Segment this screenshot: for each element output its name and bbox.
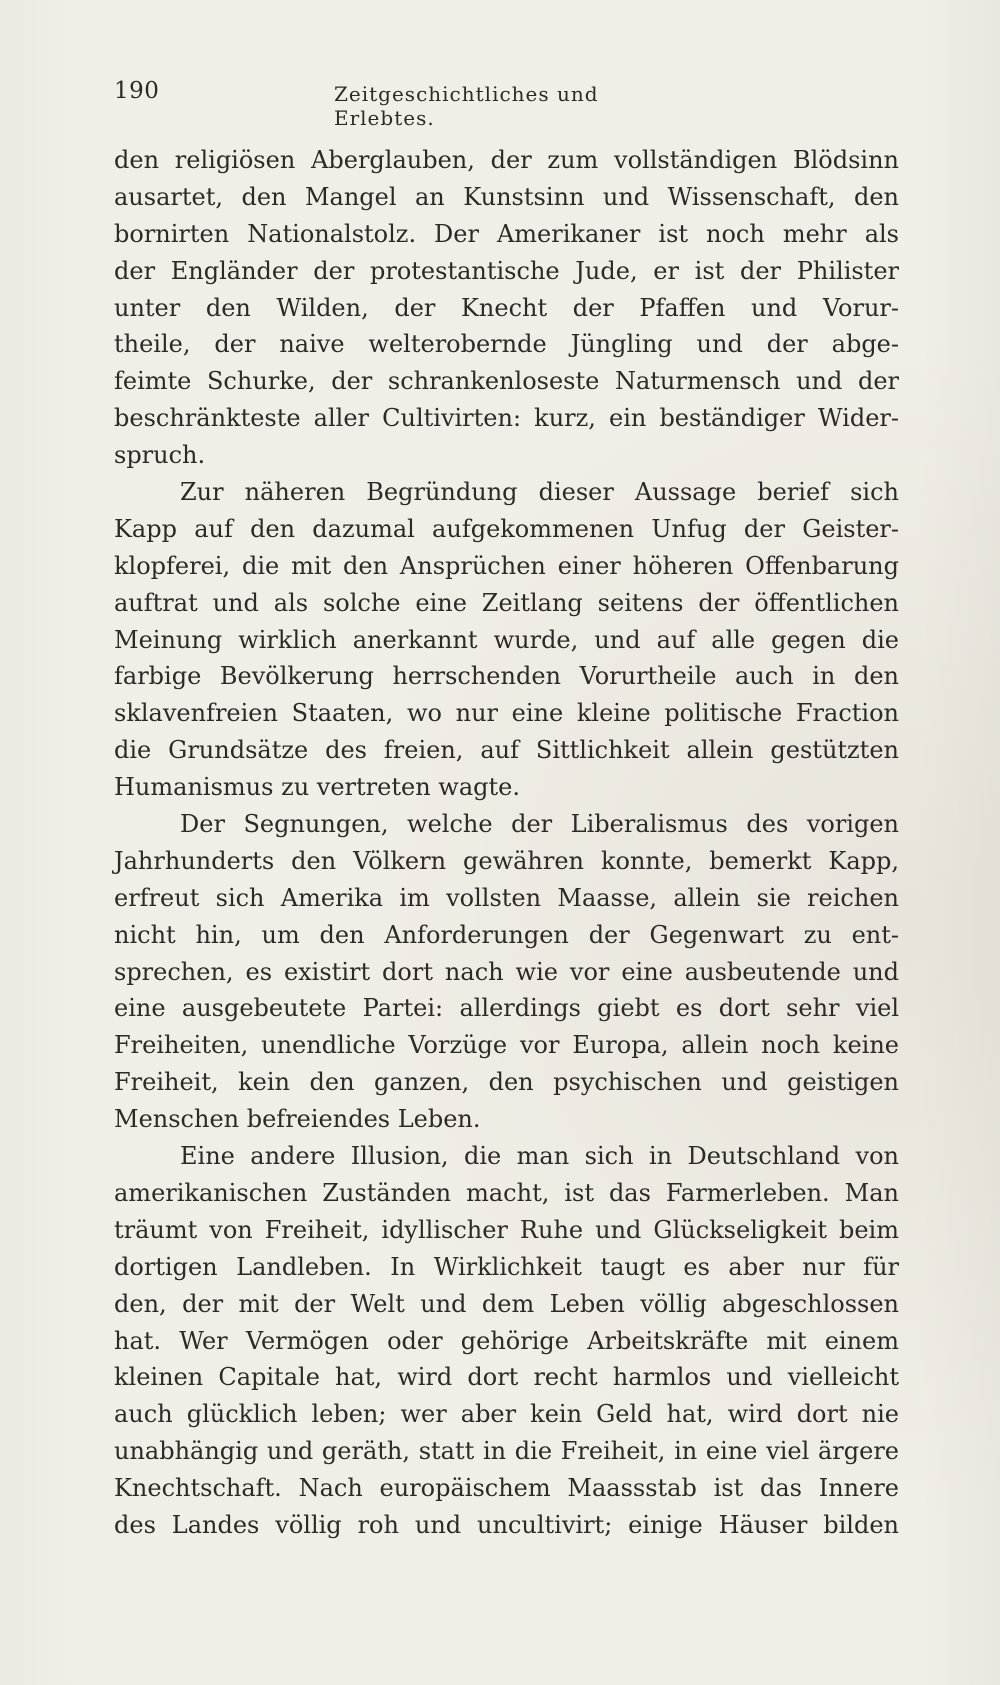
page-header xyxy=(114,78,694,130)
paragraph-end-line: Menschen befreiendes Leben. xyxy=(114,1105,481,1134)
running-title: Zeitgeschichtliches und Erlebtes. xyxy=(334,82,599,130)
paragraph-start-line: Der Segnungen, welche der Liberalismus des vorigen xyxy=(180,810,899,839)
body-text xyxy=(114,142,899,1544)
text-line: beschränkteste aller Cultivirten: kurz, ein beständiger Wider- xyxy=(114,404,899,433)
paragraph-start-line: Zur näheren Begründung dieser Aussage berief sich xyxy=(180,478,899,507)
text-line: Jahrhunderts den Völkern gewähren konnte, bemerkt Kapp, xyxy=(114,846,899,875)
text-line: träumt von Freiheit, idyllischer Ruhe und Glückseligkeit beim xyxy=(114,1215,899,1244)
text-line: den religiösen Aberglauben, der zum vollständigen Blödsinn xyxy=(114,146,899,174)
paragraph-start-line: Eine andere Illusion, die man sich in Deutschland von xyxy=(180,1142,899,1171)
paragraph-end-line: Humanismus zu vertreten wagte. xyxy=(114,773,520,802)
text-line: feimte Schurke, der schrankenloseste Naturmensch und der xyxy=(114,367,899,396)
text-line: auch glücklich leben; wer aber kein Geld hat, wird dort nie xyxy=(114,1400,899,1429)
text-line: den, der mit der Welt und dem Leben völlig abgeschlossen xyxy=(114,1289,899,1318)
text-line: kleinen Capitale hat, wird dort recht harmlos und vielleicht xyxy=(114,1363,899,1392)
text-line: eine ausgebeutete Partei: allerdings giebt es dort sehr viel xyxy=(114,994,899,1023)
text-line: amerikanischen Zuständen macht, ist das Farmerleben. Man xyxy=(114,1178,899,1207)
text-line: Kapp auf den dazumal aufgekommenen Unfug der Geister- xyxy=(114,514,899,543)
text-line: dortigen Landleben. In Wirklichkeit taugt es aber nur für xyxy=(114,1252,899,1281)
text-line: sprechen, es existirt dort nach wie vor eine ausbeutende und xyxy=(114,957,899,986)
page-number: 190 xyxy=(114,78,160,104)
text-line: sklavenfreien Staaten, wo nur eine kleine politische Fraction xyxy=(114,699,899,728)
text-line: ausartet, den Mangel an Kunstsinn und Wissenschaft, den xyxy=(114,182,899,211)
text-line: die Grundsätze des freien, auf Sittlichkeit allein gestützten xyxy=(114,736,899,765)
text-line: auftrat und als solche eine Zeitlang seitens der öffentlichen xyxy=(114,588,899,617)
text-line: unter den Wilden, der Knecht der Pfaffen und Vorur- xyxy=(114,293,899,322)
text-line: Meinung wirklich anerkannt wurde, und auf alle gegen die xyxy=(114,625,899,654)
text-line: hat. Wer Vermögen oder gehörige Arbeitskräfte mit einem xyxy=(114,1326,899,1355)
text-line: des Landes völlig roh und uncultivirt; einige Häuser bilden xyxy=(114,1510,899,1539)
text-line: theile, der naive welterobernde Jüngling und der abge- xyxy=(114,330,899,359)
text-line: farbige Bevölkerung herrschenden Vorurtheile auch in den xyxy=(114,662,899,691)
text-line: der Engländer der protestantische Jude, er ist der Philister xyxy=(114,256,899,285)
text-line: Freiheiten, unendliche Vorzüge vor Europa, allein noch keine xyxy=(114,1031,899,1060)
text-line: erfreut sich Amerika im vollsten Maasse, allein sie reichen xyxy=(114,883,899,912)
text-line: nicht hin, um den Anforderungen der Gegenwart zu ent- xyxy=(114,920,899,949)
paragraph-end-line: spruch. xyxy=(114,441,206,470)
text-line: Knechtschaft. Nach europäischem Maassstab ist das Innere xyxy=(114,1474,899,1503)
text-line: unabhängig und geräth, statt in die Freiheit, in eine viel ärgere xyxy=(114,1437,899,1466)
text-line: bornirten Nationalstolz. Der Amerikaner ist noch mehr als xyxy=(114,219,899,248)
text-line: klopferei, die mit den Ansprüchen einer höheren Offenbarung xyxy=(114,551,899,580)
text-line: Freiheit, kein den ganzen, den psychischen und geistigen xyxy=(114,1068,899,1097)
